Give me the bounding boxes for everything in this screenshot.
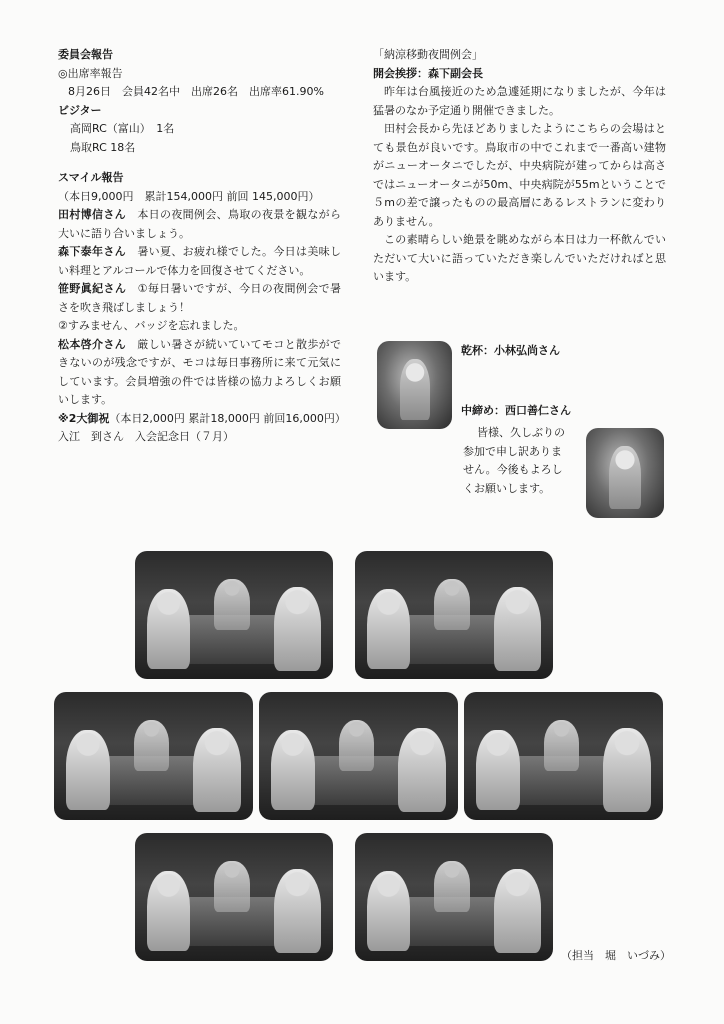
committee-heading: 委員会報告 bbox=[58, 48, 113, 61]
celebration-label: ※2大御祝 bbox=[58, 411, 110, 425]
smile-entry-text: 厳しい暑さが続いていてモコと散歩ができないのが残念ですが、モコは毎日事務所に来て元気にしています。会員増強の件では皆様の協力よろしくお願いします。 bbox=[58, 337, 341, 406]
event-photo bbox=[135, 551, 333, 679]
smile-totals: （本日9,000円 累計154,000円 前回 145,000円） bbox=[58, 189, 320, 203]
visitor-item: 高岡RC（富山） 1名 bbox=[70, 122, 175, 135]
celebration-totals: （本日2,000円 累計18,000円 前回16,000円） bbox=[109, 411, 346, 425]
smile-entry-name: 笹野眞紀さん bbox=[58, 282, 127, 295]
greeting-paragraph: 田村会長から先ほどありましたようにこちらの会場はとても景色が良いです。鳥取市の中でこれまで一番高い建物がニューオータニでしたが、中央病院が建ってからは高さではニューオータニが50m、中央病院が55mということで５mの差で譲ったものの最高層にあるレストランに変わりありません。 bbox=[373, 122, 666, 228]
smile-entry bbox=[58, 336, 341, 410]
greeting-heading: 開会挨拶：森下副会長 bbox=[373, 66, 483, 80]
event-photo bbox=[259, 692, 458, 820]
attendance-line: 8月26日 会員42名中 出席26名 出席率61.90% bbox=[68, 85, 324, 98]
smile-entry-name: 松本啓介さん bbox=[58, 337, 126, 351]
left-column bbox=[58, 46, 346, 447]
celebration-entry: 入江 到さん 入会記念日（７月） bbox=[58, 430, 234, 443]
closing-line: 皆様、久しぶりの bbox=[477, 426, 565, 439]
smile-entry-name: 森下泰年さん bbox=[58, 245, 126, 258]
attendance-heading: ◎出席率報告 bbox=[58, 66, 123, 80]
closing-speaker-photo bbox=[586, 428, 664, 518]
event-photo bbox=[135, 833, 333, 961]
visitor-item: 鳥取RC 18名 bbox=[70, 140, 136, 154]
closing-line: せん。今後もよろし bbox=[463, 463, 563, 476]
greeting-paragraph: 昨年は台風接近のため急遽延期になりましたが、今年は猛暑のなか予定通り開催できました。 bbox=[373, 85, 666, 117]
smile-entry bbox=[58, 317, 341, 336]
toast-speaker-photo bbox=[377, 341, 452, 429]
closing-heading: 中締め：西口善仁さん bbox=[461, 404, 571, 417]
event-title: 「納涼移動夜間例会」 bbox=[373, 48, 483, 61]
smile-entry bbox=[58, 243, 341, 280]
smile-entry bbox=[58, 280, 341, 317]
event-photo bbox=[464, 692, 663, 820]
author-credit: （担当 堀 いづみ） bbox=[561, 949, 671, 962]
smile-entry-text: 本日の夜間例会、鳥取の夜景を観ながら大いに語り合いましょう。 bbox=[58, 208, 341, 240]
right-column bbox=[373, 46, 666, 287]
celebration-line bbox=[58, 410, 346, 429]
closing-line: 参加で申し訳ありま bbox=[463, 444, 562, 458]
smile-entry-text: ②すみません、バッジを忘れました。 bbox=[58, 319, 245, 332]
smile-entry-text: 暑い夏、お疲れ様でした。今日は美味しい料理とアルコールで体力を回復させてください。 bbox=[58, 245, 341, 277]
smile-entry-name: 田村博信さん bbox=[58, 208, 126, 221]
closing-remarks bbox=[463, 424, 581, 498]
event-photo bbox=[355, 551, 553, 679]
event-photo bbox=[54, 692, 253, 820]
smile-entry-text: ①毎日暑いですが、今日の夜間例会で暑さを吹き飛ばしましょう！ bbox=[58, 282, 341, 314]
smile-heading: スマイル報告 bbox=[58, 171, 124, 184]
greeting-paragraph: この素晴らしい絶景を眺めながら本日は力一杯飲んでいただいて大いに語っていただき楽しんでいただければと思います。 bbox=[373, 233, 666, 283]
toast-heading: 乾杯：小林弘尚さん bbox=[461, 344, 560, 357]
event-photo bbox=[355, 833, 553, 961]
closing-line: くお願いします。 bbox=[463, 481, 551, 495]
visitor-heading: ビジター bbox=[58, 103, 102, 117]
smile-entry bbox=[58, 206, 341, 243]
